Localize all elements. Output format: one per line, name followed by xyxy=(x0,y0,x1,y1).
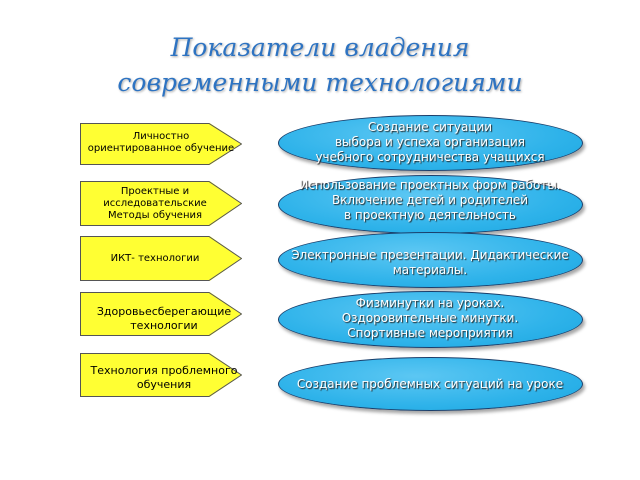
slide-title xyxy=(0,30,640,100)
technology-label-health xyxy=(64,305,264,333)
indicator-text-health xyxy=(270,296,590,341)
slide-title-line-1: Показатели владения xyxy=(170,33,470,62)
indicator-text-line: Электронные презентации. Дидактические xyxy=(291,248,569,262)
indicator-text-line: выбора и успеха организация xyxy=(334,135,526,149)
technology-label-project xyxy=(80,186,230,222)
technology-label-personal xyxy=(56,131,266,155)
indicator-text-line: Создание ситуации xyxy=(367,120,493,134)
indicator-text-line: Оздоровительные минутки. xyxy=(341,311,519,325)
technology-label-line: ориентированное обучение xyxy=(87,143,235,154)
indicator-text-problem xyxy=(250,377,610,392)
technology-label-ict xyxy=(80,253,230,265)
indicator-text-success xyxy=(270,120,590,165)
indicator-text-line: Спортивные мероприятия xyxy=(347,326,513,340)
technology-label-line: Технология проблемного xyxy=(90,364,238,377)
indicator-text-line: материалы. xyxy=(392,263,468,277)
indicator-text-line: Физминутки на уроках. xyxy=(355,296,505,310)
technology-label-problem xyxy=(60,364,268,392)
technology-label-line: технологии xyxy=(130,319,198,332)
technology-label-line: ИКТ- технологии xyxy=(110,253,200,264)
technology-label-line: Личностно xyxy=(132,131,190,142)
technology-label-line: Проектные и xyxy=(120,186,190,197)
technology-label-line: Методы обучения xyxy=(107,210,203,221)
technology-label-line: исследовательские xyxy=(103,198,207,209)
indicator-text-line: Использование проектных форм работы. xyxy=(299,178,561,192)
indicator-text-projects xyxy=(250,178,610,223)
slide-title-line-2: современными технологиями xyxy=(117,68,523,97)
technology-label-line: Здоровьесберегающие xyxy=(96,305,232,318)
indicator-text-ict xyxy=(250,248,610,278)
indicator-text-line: Создание проблемных ситуаций на уроке xyxy=(296,377,564,391)
technology-label-line: обучения xyxy=(136,378,192,391)
indicator-text-line: учебного сотрудничества учащихся xyxy=(315,150,545,164)
indicator-text-line: в проектную деятельность xyxy=(343,208,517,222)
indicator-text-line: Включение детей и родителей xyxy=(331,193,529,207)
